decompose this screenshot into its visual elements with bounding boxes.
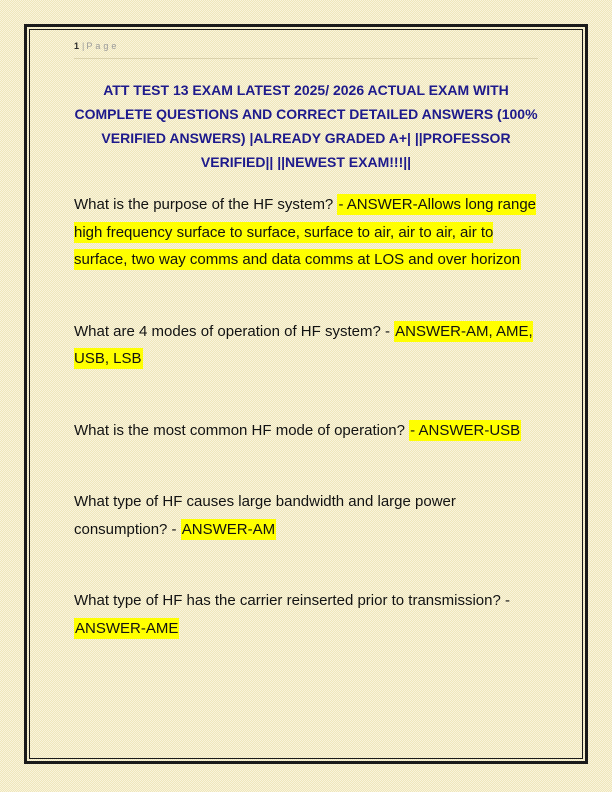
page-number: 1 [74, 41, 81, 51]
title-line: VERIFIED ANSWERS) |ALREADY GRADED A+| ||PROFESSOR [101, 130, 511, 146]
qa-item [74, 417, 538, 445]
question-text: What type of HF causes large bandwidth and large power consumption? - [74, 493, 456, 538]
qa-item [74, 488, 538, 543]
answer-highlight: - ANSWER-USB [410, 421, 521, 439]
qa-item [74, 318, 538, 373]
answer-highlight: ANSWER-AME [75, 619, 179, 637]
page-content [30, 30, 582, 642]
page-header-label: Page [86, 41, 120, 51]
page-header [74, 38, 538, 59]
page-border-frame-outer [24, 24, 588, 764]
title-line: COMPLETE QUESTIONS AND CORRECT DETAILED ANSWERS (100% [74, 106, 538, 122]
answer-highlight: - ANSWER-Allows long range high frequency surface to surface, surface to air, air to air, air to surface, two way comms and data comms at LOS and over horizon [74, 196, 537, 268]
question-text: What is the purpose of the HF system? [74, 196, 338, 213]
title-line: ATT TEST 13 EXAM LATEST 2025/ 2026 ACTUAL EXAM WITH [103, 82, 509, 98]
answer-highlight: ANSWER-AM [181, 520, 276, 538]
page-header-separator: | [82, 41, 85, 51]
document-title [74, 78, 538, 174]
page-border-frame-inner [29, 29, 583, 759]
question-text: What are 4 modes of operation of HF system? - [74, 322, 395, 340]
answer-highlight: ANSWER-AM, AME, USB, LSB [74, 322, 533, 367]
title-line: VERIFIED|| ||NEWEST EXAM!!!|| [200, 154, 412, 170]
qa-list [74, 191, 538, 642]
question-text: What is the most common HF mode of operation? [74, 421, 410, 439]
qa-item [74, 191, 538, 274]
question-text: What type of HF has the carrier reinserted prior to transmission? - [74, 592, 510, 609]
qa-item [74, 587, 538, 642]
